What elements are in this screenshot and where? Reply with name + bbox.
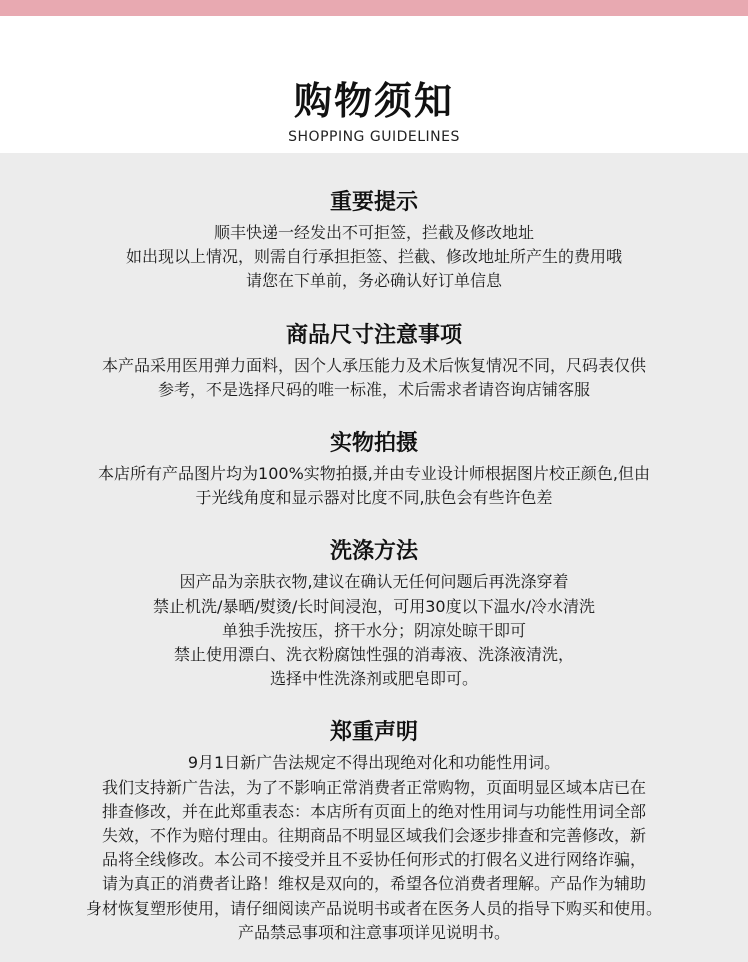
section-line: 如出现以上情况，则需自行承担拒签、拦截、修改地址所产生的费用哦 [125, 247, 622, 267]
section-line: 我们支持新广告法，为了不影响正常消费者正常购物，页面明显区域本店已在 [101, 777, 646, 797]
section-size-notes [0, 320, 748, 402]
section-line: 品将全线修改。本公司不接受并且不妥协任何形式的打假名义进行网络诈骗， [101, 850, 646, 870]
section-line: 请您在下单前，务必确认好订单信息 [245, 271, 502, 291]
section-heading: 重要提示 [329, 190, 418, 215]
page-header [0, 16, 748, 153]
top-accent-bar [0, 0, 748, 16]
section-real-photos [0, 428, 748, 510]
section-line: 因产品为亲肤衣物,建议在确认无任何问题后再洗涤穿着 [179, 572, 569, 592]
section-line: 选择中性洗涤剂或肥皂即可。 [269, 669, 478, 689]
section-important-notice [0, 187, 748, 294]
section-line: 禁止机洗/暴晒/熨烫/长时间浸泡，可用30度以下温水/冷水清洗 [153, 596, 595, 616]
page-subtitle: SHOPPING GUIDELINES [288, 129, 460, 145]
section-line: 参考，不是选择尺码的唯一标准，术后需求者请咨询店铺客服 [157, 379, 590, 399]
section-line: 于光线角度和显示器对比度不同,肤色会有些许色差 [195, 488, 553, 508]
section-line: 请为真正的消费者让路！维权是双向的，希望各位消费者理解。产品作为辅助 [101, 874, 646, 894]
section-line: 身材恢复塑形使用，请仔细阅读产品说明书或者在医务人员的指导下购买和使用。 [85, 898, 662, 918]
section-solemn-statement [0, 717, 748, 945]
section-heading: 洗涤方法 [329, 539, 418, 565]
section-heading: 实物拍摄 [329, 431, 418, 457]
section-line: 本产品采用医用弹力面料，因个人承压能力及术后恢复情况不同，尺码表仅供 [101, 355, 646, 375]
section-line: 排查修改，并在此郑重表态：本店所有页面上的绝对性用词与功能性用词全部 [101, 801, 646, 821]
section-line: 顺丰快递一经发出不可拒签，拦截及修改地址 [213, 223, 534, 242]
section-line: 本店所有产品图片均为100%实物拍摄,并由专业设计师根据图片校正颜色,但由 [98, 464, 650, 484]
section-washing-method [0, 536, 748, 691]
guidelines-panel [0, 153, 748, 962]
section-heading: 商品尺寸注意事项 [285, 322, 462, 348]
page-title: 购物须知 [293, 79, 454, 123]
section-line: 失效，不作为赔付理由。往期商品不明显区域我们会逐步排查和完善修改，新 [101, 826, 646, 846]
section-line: 禁止使用漂白、洗衣粉腐蚀性强的消毒液、洗涤液清洗， [173, 645, 574, 665]
section-line: 单独手洗按压，挤干水分；阴凉处晾干即可 [221, 620, 526, 640]
section-line: 9月1日新广告法规定不得出现绝对化和功能性用词。 [187, 753, 561, 773]
section-heading: 郑重声明 [329, 720, 418, 746]
section-line: 产品禁忌事项和注意事项详见说明书。 [237, 922, 510, 942]
